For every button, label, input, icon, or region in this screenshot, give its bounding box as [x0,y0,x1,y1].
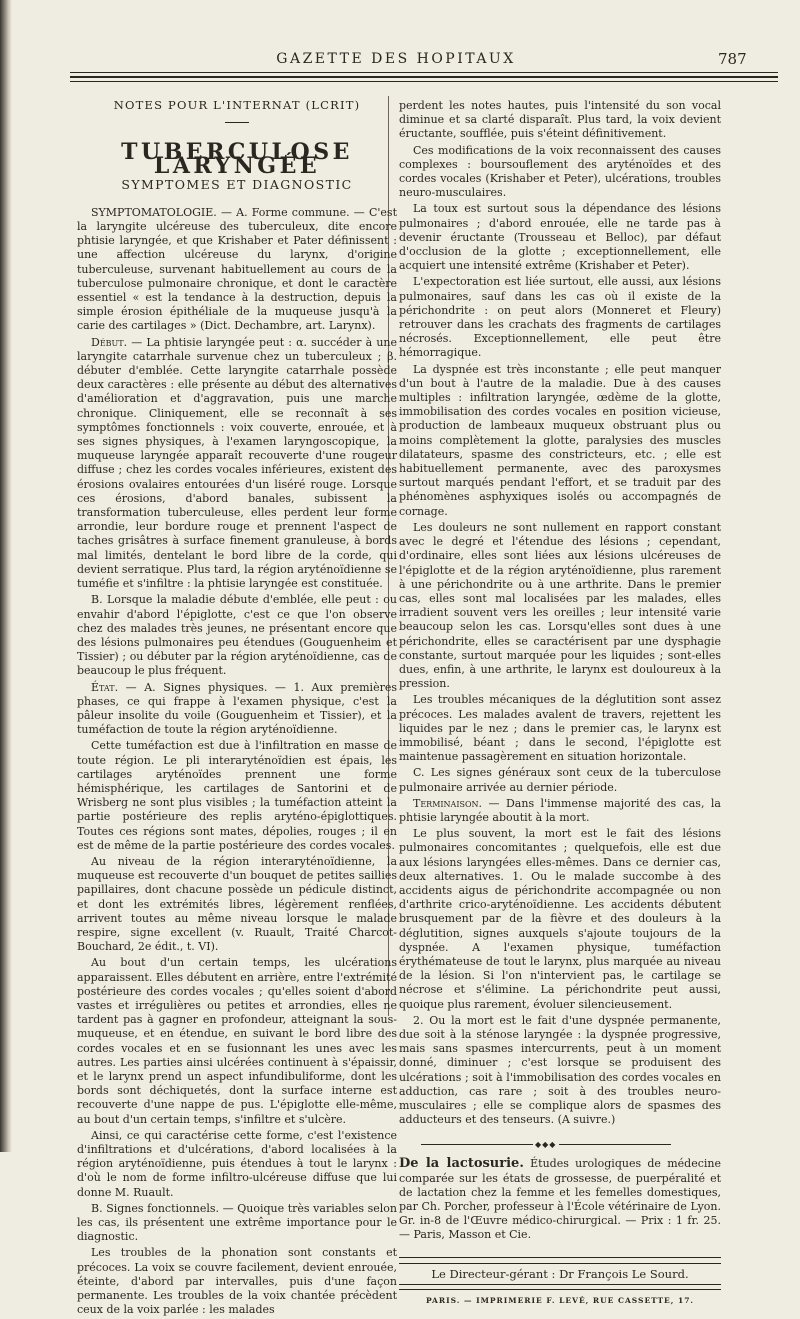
paragraph: C. Les signes généraux sont ceux de la tuberculose pulmonaire arrivée au dernier période. [399,766,721,794]
paragraph-text: — La phtisie laryngée peut : α. succéder à une laryngite catarrhale survenue chez un tuberculeux ; β. débuter d'emblée. Cette laryngite catarrhale possède deux caractères : elle présente au début des alternatives d'amélioration et d'aggravation, puis une marche chronique. Cliniquement, elle se reconnaît à ses symptômes fonctionnels : voix couverte, enrouée, et à ses signes physiques, à l'examen laryngoscopique, la muqueuse laryngée apparaît recouverte d'une rougeur diffuse ; chez les cordes vocales inférieures, existent des érosions ovalaires entourées d'un liséré rouge. Lorsque ces érosions, d'abord banales, subissent la transformation tuberculeuse, elles perdent leur forme arrondie, leur bordure rouge et prennent l'aspect de taches grisâtres à surface finement granuleuse, à bords mal limités, dentelant le bord libre de la corde, qui devient serratique. Plus tard, la région aryténoïdienne se tuméfie et s'infiltre : la phtisie laryngée est constituée. [77,335,397,591]
paragraph: B. Lorsque la maladie débute d'emblée, elle peut : ou envahir d'abord l'épiglotte, c'est ce que l'on observe chez des malades très jeunes, ne présentant encore que des lésions pulmonaires peu étendues (Gouguenheim et Tissier) ; ou débuter par la région aryténoïdienne, cas de beaucoup le plus fréquent. [77,593,397,678]
header-rule-thick [70,76,778,78]
notice-text: Études urologiques de médecine comparée sur les états de grossesse, de puerpéralité et de lactation chez la femme et les femelles domestiques, par Ch. Porcher, professeur à l'École vétérinaire de Lyon. Gr. in-8 de l'Œuvre médico-chirurgical. — Prix : 1 fr. 25. — Paris, Masson et Cie. [399,1157,721,1242]
paragraph: L'expectoration est liée surtout, elle aussi, aux lésions pulmonaires, sauf dans les cas où il existe de la périchondrite : on peut alors (Monneret et Fleury) retrouver dans les crachats des fragments de cartilages nécrosés. Exceptionnellement, elle peut être hémorragique. [399,275,721,360]
run-in-label: État. [91,680,119,694]
header-rule-top [70,72,778,73]
paragraph-text: — C'est la laryngite ulcéreuse des tuberculeux, dite encore phtisie laryngée, et que Krishaber et Pater définissent : une affection ulcéreuse du larynx, d'origine tuberculeuse, survenant habituellement au cours de la tuberculose pulmonaire chronique, et dont le caractère essentiel « est la tendance à la destruction, depuis la simple érosion épithéliale de la muqueuse jusqu'à la carie des cartilages » (Dict. Dechambre, art. Larynx). [77,205,397,333]
paragraph-text: — Dans l'immense majorité des cas, la phtisie laryngée aboutit à la mort. [399,796,721,824]
gerant-box [399,1257,721,1290]
paragraph: La toux est surtout sous la dépendance des lésions pulmonaires ; d'abord enrouée, elle ne tarde pas à devenir éructante (Trousseau et Belloc), par défaut d'occlusion de la glotte ; exceptionnellement, elle acquiert une intensité extrême (Krishaber et Peter). [399,202,721,273]
section-heading: NOTES POUR L'INTERNAT (LCRIT) [113,98,361,112]
header-rule-bottom [70,81,778,82]
ornament-line-right [559,1144,671,1145]
run-in-label: Début. [91,335,128,349]
paragraph: Cette tuméfaction est due à l'infiltration en masse de toute région. Le pli interaryténoïdien est épais, les cartilages aryténoïdes prennent une forme hémisphérique, les cartilages de Santorini et de Wrisberg ne sont plus visibles ; la tuméfaction atteint la partie postérieure des replis aryténo-épiglottiques. Toutes ces régions sont mates, dépolies, rouges ; il en est de même de la partie postérieure des cordes vocales. [77,739,397,852]
ornament-line-left [421,1144,533,1145]
paragraph: Ainsi, ce qui caractérise cette forme, c'est l'existence d'infiltrations et d'ulcérations, d'abord localisées à la région aryténoïdienne, puis étendues à tout le larynx : d'où le nom de forme infiltro-ulcéreuse diffuse que lui donne M. Ruault. [77,1128,397,1199]
article-title: TUBERCULOSE LARYNGÉE [121,139,353,180]
paragraph: Les douleurs ne sont nullement en rapport constant avec le degré et l'étendue des lésions ; cependant, d'ordinaire, elles sont liées aux lésions ulcéreuses de l'épiglotte et de la région aryténoïdienne, plus rarement à une périchondrite ou à une arthrite. Dans le premier cas, elles sont mal localisées par les malades, elles irradient souvent vers les oreilles ; leur intensité varie beaucoup selon les cas. Lorsqu'elles sont dues à une périchondrite, elles se caractérisent par une dysphagie constante, surtout marquée pour les liquides ; sont-elles dues, enfin, à une arthrite, le larynx est douloureux à la pression. [399,520,721,691]
ornament-divider [399,1137,721,1151]
paragraph [399,797,721,825]
notice-heading: De la lactosurie. [399,1156,524,1172]
run-in-label: SYMPTOMATOLOGIE. [91,205,217,219]
left-column [77,98,397,1319]
paragraph: perdent les notes hautes, puis l'intensité du son vocal diminue et sa clarté disparaît. Plus tard, la voix devient éructante, soufflée, puis s'éteint définitivement. [399,99,721,141]
paragraph-text: — A. Signes physiques. — 1. Aux premières phases, ce qui frappe à l'examen physique, c'est la pâleur insolite du voile (Gouguenheim et Tissier), et la tuméfaction de toute la région aryténoïdienne. [77,680,397,737]
page-edge-shadow [0,0,12,1152]
paragraph: Ces modifications de la voix reconnaissent des causes complexes : boursouflement des aryténoïdes et des cordes vocales (Krishaber et Peter), ulcérations, troubles neuro-musculaires. [399,143,721,200]
paragraph: Au bout d'un certain temps, les ulcérations apparaissent. Elles débutent en arrière, entre l'extrémité postérieure des cordes vocales ; qu'elles soient d'abord vastes et irrégulières ou petites et arrondies, elles ne tardent pas à gagner en profondeur, atteignant la sous-muqueuse, et en étendue, en suivant le bord libre des cordes vocales et en se fusionnant les unes avec les autres. Les parties ainsi ulcérées continuent à s'épaissir, et le larynx prend un aspect infundibuliforme, dont les bords sont déchiquetés, dont la surface interne est recouverte d'une nappe de pus. L'épiglotte elle-même, au bout d'un certain temps, s'infiltre et s'ulcère. [77,956,397,1126]
book-notice [399,1157,721,1242]
section-rule [225,122,249,123]
paragraph: Les troubles de la phonation sont constants et précoces. La voix se couvre facilement, devient enrouée, éteinte, d'abord par intervalles, puis d'une façon permanente. Les troubles de la voix chantée précèdent ceux de la voix parlée : les malades [77,1246,397,1317]
page-number: 787 [718,50,747,68]
running-header-title: GAZETTE DES HOPITAUX [276,51,516,67]
paragraph: Les troubles mécaniques de la déglutition sont assez précoces. Les malades avalent de travers, rejettent les liquides par le nez ; dans le premier cas, le larynx est immobilisé, béant ; dans le second, l'épiglotte est maintenue passagèrement en situation horizontale. [399,693,721,764]
printer-imprint: PARIS. — IMPRIMERIE F. LEVÉ, RUE CASSETTE, 17. [425,1295,695,1305]
paragraph: B. Signes fonctionnels. — Quoique très variables selon les cas, ils présentent une extrême importance pour le diagnostic. [77,1201,397,1244]
paragraph [77,206,397,334]
ornament-diamond-icon: ◆◆◆ [535,1140,557,1150]
paragraph: 2. Ou la mort est le fait d'une dyspnée permanente, due soit à la sténose laryngée : la dyspnée progressive, mais sans spasmes intercurrents, peut à un moment donné, diminuer ; c'est lorsque se produisent des ulcérations ; soit à l'immobilisation des cordes vocales en adduction, cas rare ; soit à des troubles neuro-musculaires ; elle se complique alors de spasmes des adducteurs et des tenseurs. (A suivre.) [399,1013,721,1127]
run-in-label: Terminaison. [413,796,483,810]
paragraph: La dyspnée est très inconstante ; elle peut manquer d'un bout à l'autre de la maladie. Due à des causes multiples : infiltration laryngée, œdème de la glotte, immobilisation des cordes vocales en position vicieuse, production de lambeaux muqueux obstruant plus ou moins complètement la glotte, paralysies des muscles dilatateurs, spasme des constricteurs, etc. ; elle est habituellement permanente, avec des paroxysmes surtout marqués pendant l'effort, et se traduit par des phénomènes asphyxiques isolés ou accompagnés de cornage. [399,362,721,518]
paragraph [77,681,397,738]
right-column [399,99,721,1308]
gerant-line: Le Directeur-gérant : Dr François Le Sourd. [399,1263,721,1285]
run-in-head: — A. Forme commune. [216,205,350,219]
paragraph [77,336,397,592]
article-subtitle: SYMPTOMES ET DIAGNOSTIC [121,176,353,192]
paragraph: Le plus souvent, la mort est le fait des lésions pulmonaires concomitantes ; quelquefois, elle est due aux lésions laryngées elles-mêmes. Dans ce dernier cas, deux alternatives. 1. Ou le malade succombe à des accidents aigus de périchondrite accompagnée ou non d'arthrite crico-aryténoïdienne. Les accidents débutent brusquement par de la fièvre et des douleurs à la déglutition, signes auxquels s'ajoute toujours de la dyspnée. A l'examen physique, tuméfaction érythémateuse de tout le larynx, plus marquée au niveau de la lésion. Si l'on n'intervient pas, le cartilage se nécrose et s'élimine. La périchondrite peut aussi, quoique plus rarement, évoluer silencieusement. [399,827,721,1011]
paragraph: Au niveau de la région interaryténoïdienne, la muqueuse est recouverte d'un bouquet de petites saillies papillaires, dont chacune possède un pédicule distinct, et dont les extrémités libres, légèrement renflées, arrivent toutes au même niveau lorsque le malade respire, signe excellent (v. Ruault, Traité Charcot-Bouchard, 2e édit., t. VI). [77,854,397,954]
